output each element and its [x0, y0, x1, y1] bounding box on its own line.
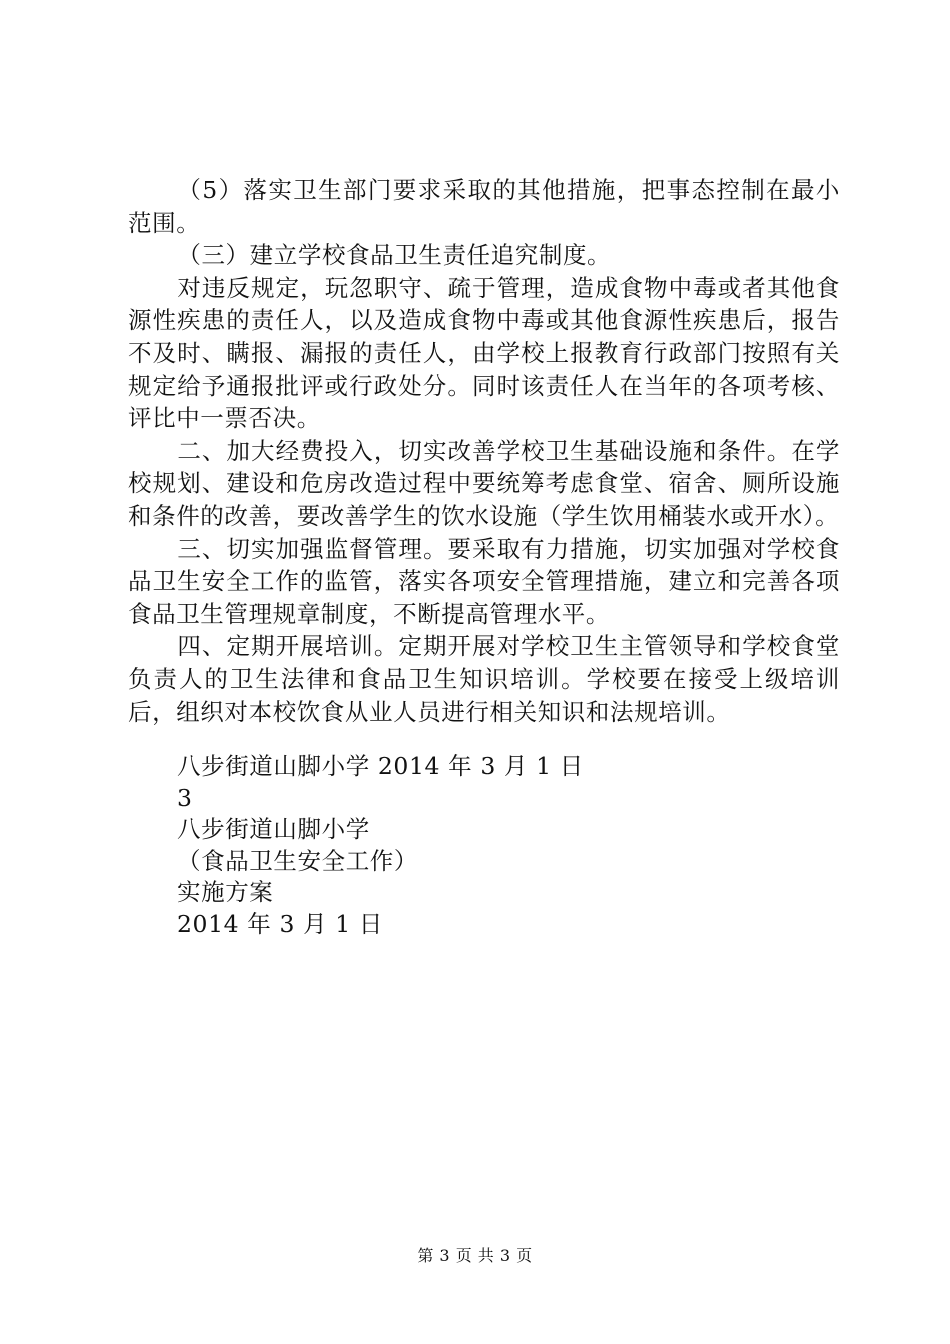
document-title: 实施方案 — [177, 878, 274, 906]
document-date: 2014 年 3 月 1 日 — [177, 909, 383, 938]
paragraph-supervision: 三、切实加强监督管理。要采取有力措施，切实加强对学校食品卫生安全工作的监管，落实各项安全管理措施，建立和完善各项食品卫生管理规章制度，不断提高管理水平。 — [128, 534, 840, 628]
page-footer: 第 3 页 共 3 页 — [417, 1246, 533, 1265]
paragraph-measure-5: （5）落实卫生部门要求采取的其他措施，把事态控制在最小范围。 — [128, 176, 840, 237]
paragraph-section-3-heading: （三）建立学校食品卫生责任追究制度。 — [177, 241, 612, 270]
paragraph-accountability: 对违反规定，玩忽职守、疏于管理，造成食物中毒或者其他食源性疾患的责任人，以及造成食物中毒或其他食源性疾患后，报告不及时、瞒报、漏报的责任人，由学校上报教育行政部门按照有关规定给予通报批评或行政处分。同时该责任人在当年的各项考核、评比中一票否决。 — [128, 273, 840, 433]
paragraph-training: 四、定期开展培训。定期开展对学校卫生主管领导和学校食堂负责人的卫生法律和食品卫生知识培训。学校要在接受上级培训后，组织对本校饮食从业人员进行相关知识和法规培训。 — [128, 632, 840, 726]
document-body — [128, 174, 840, 728]
document-subtitle: （食品卫生安全工作） — [177, 846, 418, 875]
signature-line: 八步街道山脚小学 2014 年 3 月 1 日 — [177, 752, 584, 780]
school-name: 八步街道山脚小学 — [177, 815, 370, 843]
paragraph-funding: 二、加大经费投入，切实改善学校卫生基础设施和条件。在学校规划、建设和危房改造过程中要统筹考虑食堂、宿舍、厕所设施和条件的改善，要改善学生的饮水设施（学生饮用桶装水或开水）。 — [128, 436, 840, 530]
closing-block — [177, 751, 584, 940]
page-number-text: 3 — [177, 783, 193, 812]
